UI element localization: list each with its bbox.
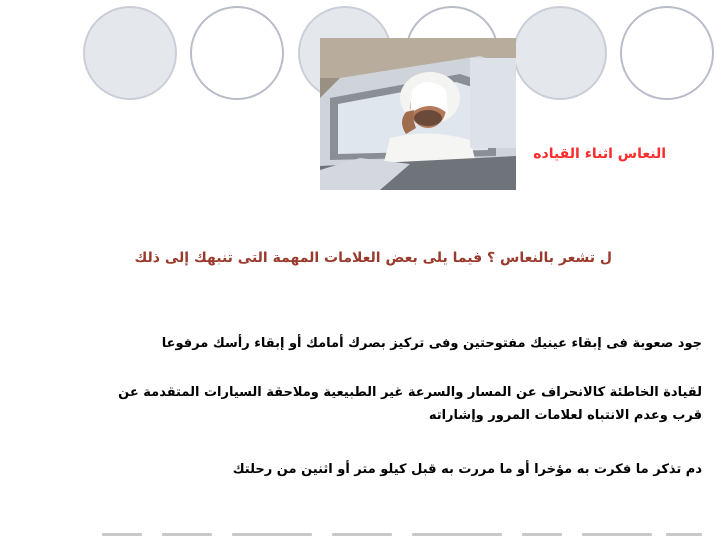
body-line: جود صعوبة فى إبقاء عينيك مفتوحتين وفى تركيز بصرك أمامك أو إبقاء رأسك مرفوعا — [161, 336, 702, 351]
decorative-circle-5 — [513, 6, 607, 100]
decorative-circle-1 — [83, 6, 177, 100]
cut-off-text-line — [60, 528, 702, 540]
slide-title: النعاس اثناء القياده — [533, 146, 666, 162]
body-line: قرب وعدم الانتباه لعلامات المرور وإشاراته — [428, 408, 702, 423]
decorative-circle-2 — [190, 6, 284, 100]
decorative-circle-6 — [620, 6, 714, 100]
man-in-car-photo — [320, 38, 516, 190]
slide-subtitle: ل تشعر بالنعاس ؟ فيما يلى بعض العلامات المهمة التى تنبهك إلى ذلك — [134, 250, 612, 266]
body-line: لقيادة الخاطئة كالانحراف عن المسار والسرعة غير الطبيعية وملاحقة السيارات المتقدمة عن — [118, 385, 702, 400]
body-line: دم تذكر ما فكرت به مؤخرا أو ما مررت به قبل كيلو متر أو اثنين من رحلتك — [232, 462, 702, 477]
